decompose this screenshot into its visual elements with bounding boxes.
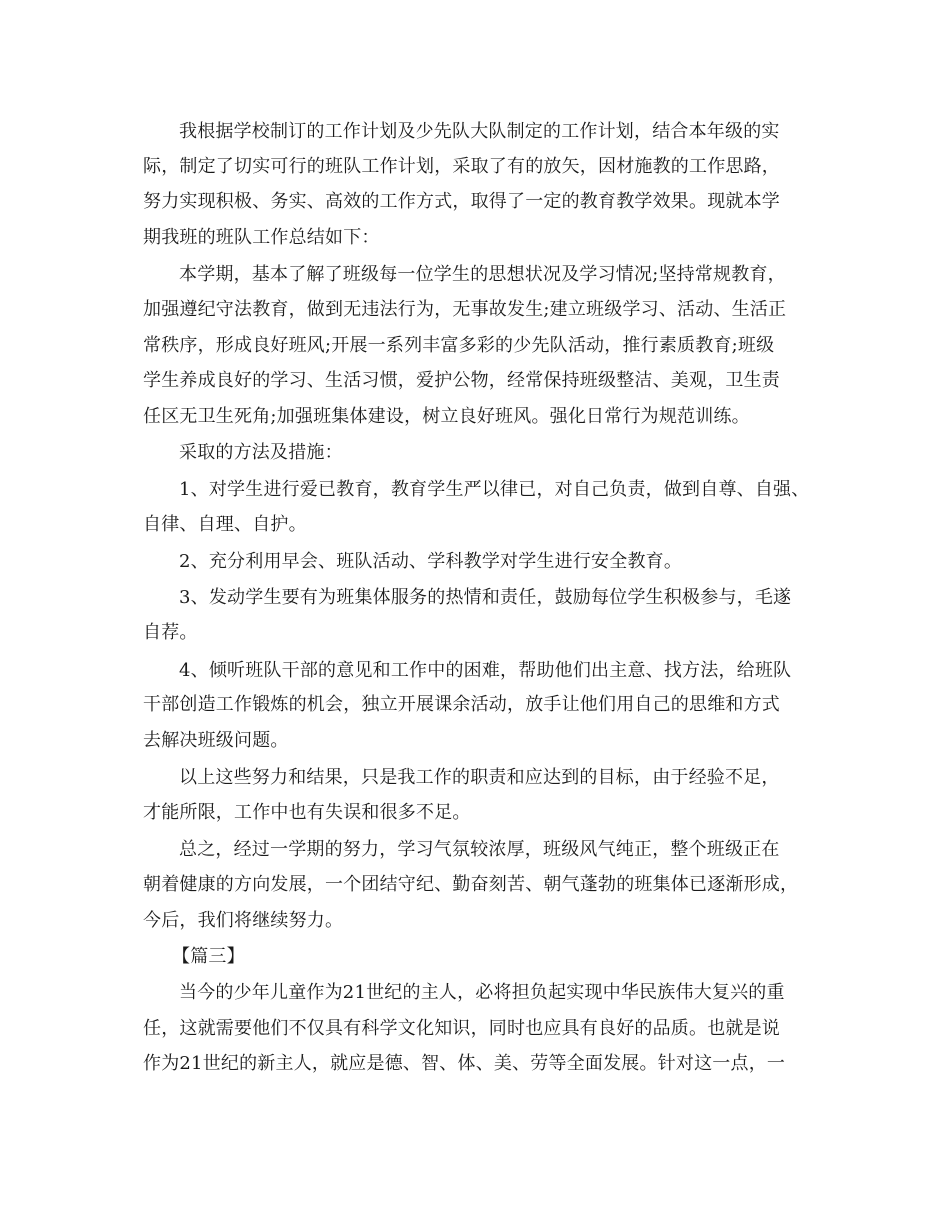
paragraph-2-line-2: 加强遵纪守法教育，做到无违法行为，无事故发生;建立班级学习、活动、生活正 xyxy=(143,299,787,320)
measure-4-line-2: 干部创造工作锻炼的机会，独立开展课余活动，放手让他们用自己的思维和方式 xyxy=(143,694,780,715)
paragraph-4-line-2: 朝着健康的方向发展，一个团结守纪、勤奋刻苦、朝气蓬勃的班集体已逐渐形成， xyxy=(143,874,799,895)
paragraph-1-line-2: 际，制定了切实可行的班队工作计划，采取了有的放矢，因材施教的工作思路， xyxy=(143,156,780,177)
measure-4-line-3: 去解决班级问题。 xyxy=(143,730,289,751)
paragraph-4-line-3: 今后，我们将继续努力。 xyxy=(143,910,344,931)
paragraph-2-line-5: 任区无卫生死角;加强班集体建设，树立良好班风。强化日常行为规范训练。 xyxy=(143,406,750,427)
paragraph-3-line-2: 才能所限，工作中也有失误和很多不足。 xyxy=(143,802,471,823)
paragraph-1-line-3: 努力实现积极、务实、高效的工作方式，取得了一定的教育教学效果。现就本学 xyxy=(143,191,780,212)
paragraph-5-line-3: 作为21世纪的新主人，就应是德、智、体、美、劳等全面发展。针对这一点，一 xyxy=(143,1053,786,1074)
measure-3-line-2: 自荐。 xyxy=(143,622,198,643)
paragraph-3-line-1: 以上这些努力和结果，只是我工作的职责和应达到的目标，由于经验不足， xyxy=(179,767,780,788)
paragraph-2-line-4: 学生养成良好的学习、生活习惯，爱护公物，经常保持班级整洁、美观，卫生责 xyxy=(143,370,780,391)
paragraph-1-line-4: 期我班的班队工作总结如下： xyxy=(143,227,380,248)
paragraph-1-line-1: 我根据学校制订的工作计划及少先队大队制定的工作计划，结合本年级的实 xyxy=(179,121,780,142)
paragraph-4-line-1: 总之，经过一学期的努力，学习气氛较浓厚，班级风气纯正，整个班级正在 xyxy=(179,839,780,860)
measure-3-line-1: 3、发动学生要有为班集体服务的热情和责任，鼓励每位学生积极参与，毛遂 xyxy=(179,587,792,608)
paragraph-2-line-1: 本学期，基本了解了班级每一位学生的思想状况及学习情况;坚持常规教育， xyxy=(179,264,786,285)
paragraph-2-line-3: 常秩序，形成良好班风;开展一系列丰富多彩的少先队活动，推行素质教育;班级 xyxy=(143,335,775,356)
section-heading-methods: 采取的方法及措施： xyxy=(179,442,343,463)
paragraph-5-line-1: 当今的少年儿童作为21世纪的主人，必将担负起实现中华民族伟大复兴的重 xyxy=(179,982,785,1003)
measure-1-line-1: 1、对学生进行爱已教育，教育学生严以律已，对自己负责，做到自尊、自强、 xyxy=(179,479,810,500)
measure-1-line-2: 自律、自理、自护。 xyxy=(143,514,307,535)
section-heading-part-three: 【篇三】 xyxy=(172,946,245,967)
paragraph-5-line-2: 任，这就需要他们不仅具有科学文化知识，同时也应具有良好的品质。也就是说 xyxy=(143,1018,780,1039)
measure-2-line-1: 2、充分利用早会、班队活动、学科教学对学生进行安全教育。 xyxy=(179,551,683,572)
measure-4-line-1: 4、倾听班队干部的意见和工作中的困难，帮助他们出主意、找方法，给班队 xyxy=(179,660,792,681)
